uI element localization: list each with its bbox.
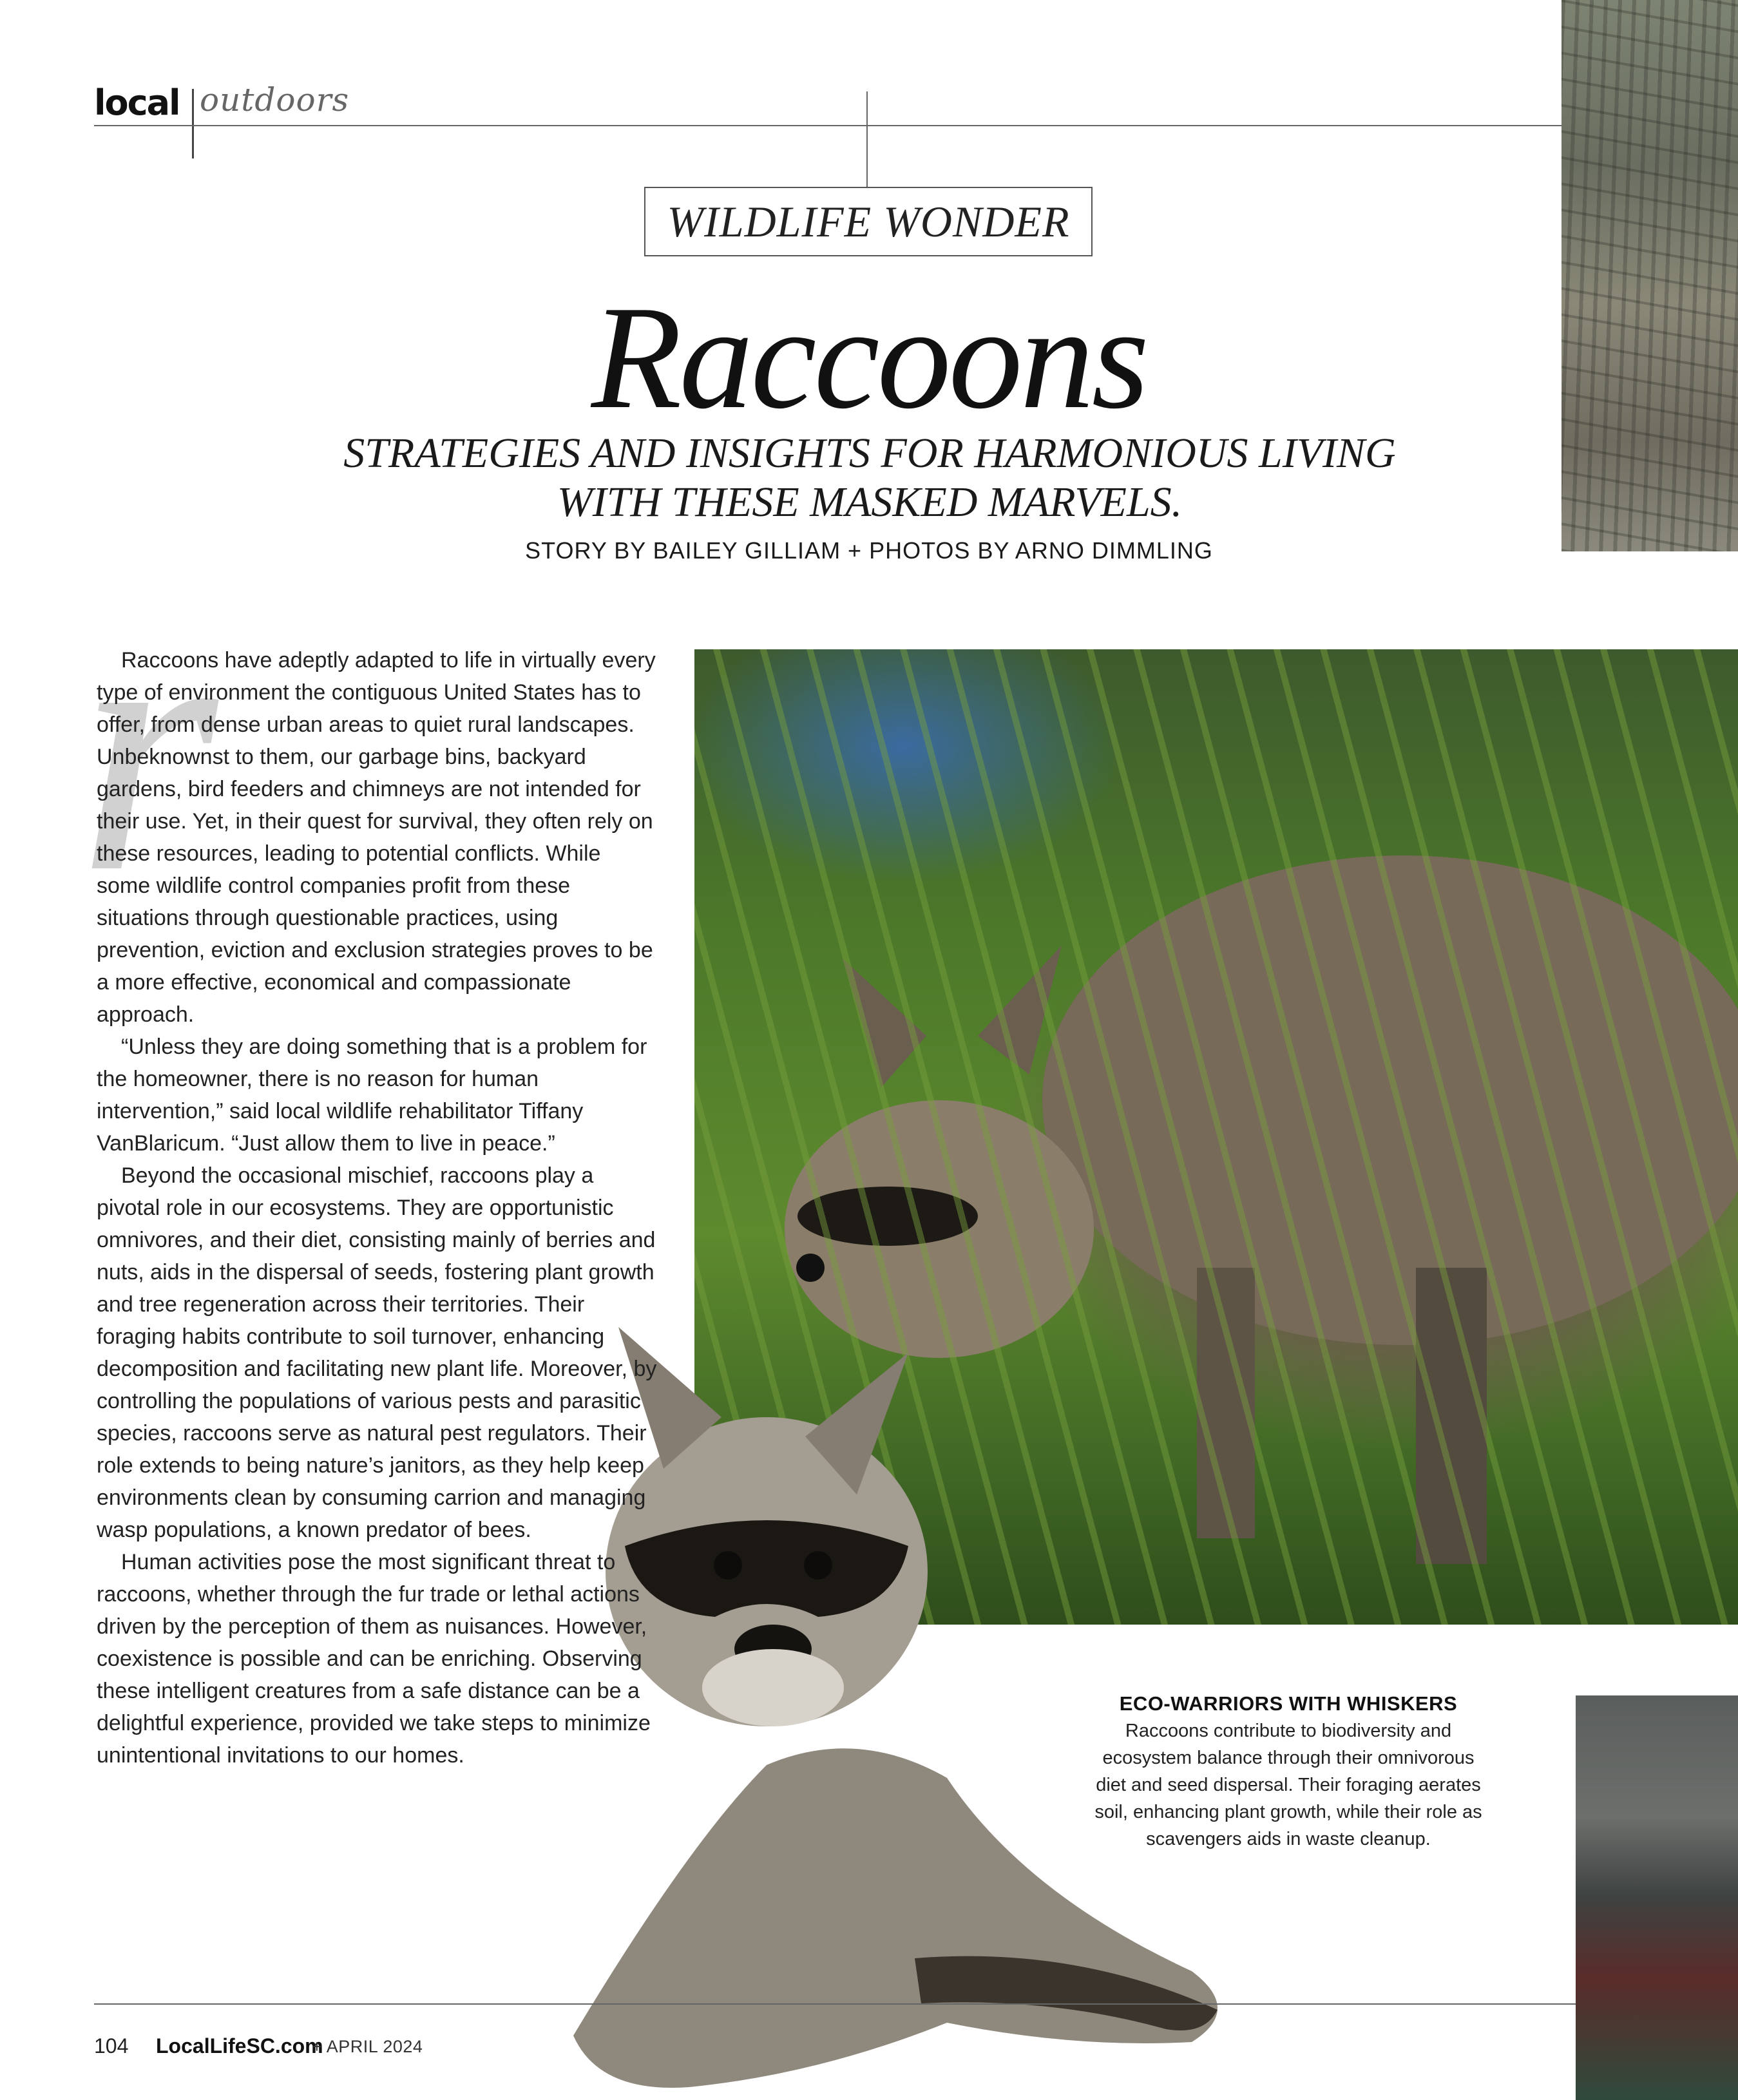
top-rule [94, 125, 1563, 126]
body-paragraph: “Unless they are doing something that is a problem for the homeowner, there is no reason for human intervention,” said local wildlife rehabilitator Tiffany VanBlaricum. “Just allow them to live in peace.” [97, 1035, 647, 1156]
center-rule [866, 91, 868, 187]
kicker-box [644, 187, 1093, 256]
brand-logo: local [94, 82, 180, 123]
page-number: 104 [94, 2034, 129, 2057]
byline: STORY BY BAILEY GILLIAM + PHOTOS BY ARNO DIMMLING [525, 537, 1213, 564]
drop-cap: r [77, 548, 218, 947]
footer-rule [94, 2003, 1576, 2005]
photo-caption [1089, 1690, 1488, 1853]
section-label: outdoors [200, 81, 350, 119]
article-title: Raccoons [591, 275, 1147, 439]
body-paragraph: Beyond the occasional mischief, raccoons play a pivotal role in our ecosystems. They are opportunistic omnivores, and their diet, consisting mainly of berries and nuts, aids in the dispersal of seeds, fostering plant growth and tree regeneration across their territories. Their foraging habits contribute to soil turnover, enhancing decomposition and facilitating new plant life. Moreover, by controlling the populations of various pests and parasitic species, raccoons serve as natural pest regulators. Their role extends to being nature’s janitors, as they help keep environments clean by consuming carrion and managing wasp populations, a known predator of bees. [97, 1163, 657, 1542]
header-divider [192, 89, 194, 158]
article-deck: STRATEGIES AND INSIGHTS FOR HARMONIOUS LIVING WITH THESE MASKED MARVELS. [343, 430, 1396, 526]
body-paragraph: Raccoons have adeptly adapted to life in virtually every type of environment the contiguous United States has to offer, from dense urban areas to quiet rural landscapes. Unbeknownst to them, our garbage bins, backyard gardens, bird feeders and chimneys are not intended for their use. Yet, in their quest for survival, they often rely on these resources, leading to potential conflicts. While some wildlife control companies profit from these situations through questionable practices, using prevention, eviction and exclusion strategies proves to be a more effective, economical and compassionate approach. [97, 648, 656, 1027]
site-name: LocalLifeSC.com [156, 2034, 323, 2057]
issue-date: + APRIL 2024 [312, 2037, 423, 2056]
tree-bark-photo [1561, 0, 1738, 551]
body-paragraph: Human activities pose the most significant threat to raccoons, whether through the fur trade or lethal actions driven by the perception of them as nuisances. However, coexistence is possible and can be enriching. Observing these intelligent creatures from a safe distance can be a delightful experience, provided we take steps to minimize unintentional invitations to our homes. [97, 1550, 651, 1768]
caption-heading: ECO-WARRIORS WITH WHISKERS [1119, 1692, 1458, 1715]
caption-text: Raccoons contribute to biodiversity and ecosystem balance through their omnivorous diet and seed dispersal. Their foraging aerates soil, enhancing plant growth, while their role as scavengers aids in waste cleanup. [1094, 1721, 1482, 1849]
trash-bin-photo [1576, 1695, 1738, 2100]
article-body [97, 644, 657, 1771]
kicker: WILDLIFE WONDER [667, 196, 1070, 246]
